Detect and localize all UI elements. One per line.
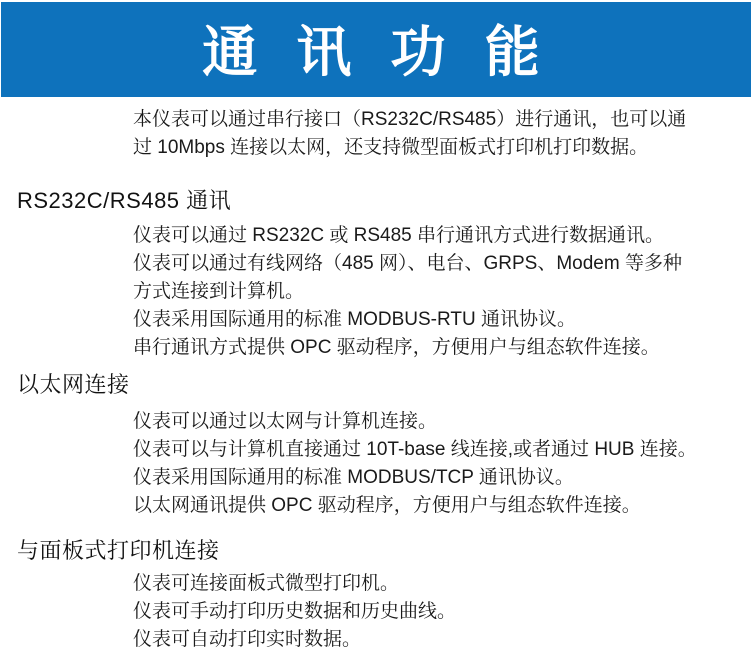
body-line: 仪表可自动打印实时数据。 bbox=[133, 629, 362, 650]
section-heading-ethernet: 以太网连接 bbox=[17, 372, 130, 397]
body-line: 仪表采用国际通用的标准 MODBUS/TCP 通讯协议。 bbox=[133, 467, 574, 488]
section-body-panel-printer bbox=[133, 570, 456, 654]
section-body-rs232c-rs485 bbox=[133, 222, 682, 362]
page-title: 通 讯 功 能 bbox=[202, 20, 550, 84]
body-line: 串行通讯方式提供 OPC 驱动程序，方便用户与组态软件连接。 bbox=[133, 337, 660, 358]
body-line: 方式连接到计算机。 bbox=[133, 281, 305, 302]
body-line: 仪表可以通过以太网与计算机连接。 bbox=[133, 411, 438, 432]
intro-line: 本仪表可以通过串行接口（RS232C/RS485）进行通讯，也可以通 bbox=[133, 109, 687, 130]
intro-line: 过 10Mbps 连接以太网，还支持微型面板式打印机打印数据。 bbox=[133, 137, 649, 158]
section-heading-rs232c-rs485: RS232C/RS485 通讯 bbox=[17, 188, 232, 213]
body-line: 仪表可手动打印历史数据和历史曲线。 bbox=[133, 601, 457, 622]
intro-paragraph bbox=[133, 106, 686, 162]
body-line: 以太网通讯提供 OPC 驱动程序，方便用户与组态软件连接。 bbox=[133, 495, 641, 516]
body-line: 仪表可连接面板式微型打印机。 bbox=[133, 573, 400, 594]
body-line: 仪表可以与计算机直接通过 10T-base 线连接,或者通过 HUB 连接。 bbox=[133, 439, 697, 460]
body-line: 仪表采用国际通用的标准 MODBUS-RTU 通讯协议。 bbox=[133, 309, 576, 330]
page-header-banner bbox=[1, 2, 751, 97]
body-line: 仪表可以通过 RS232C 或 RS485 串行通讯方式进行数据通讯。 bbox=[133, 225, 665, 246]
body-line: 仪表可以通过有线网络（485 网）、电台、GRPS、Modem 等多种 bbox=[133, 253, 682, 274]
section-body-ethernet bbox=[133, 408, 697, 520]
section-heading-panel-printer: 与面板式打印机连接 bbox=[17, 538, 220, 563]
